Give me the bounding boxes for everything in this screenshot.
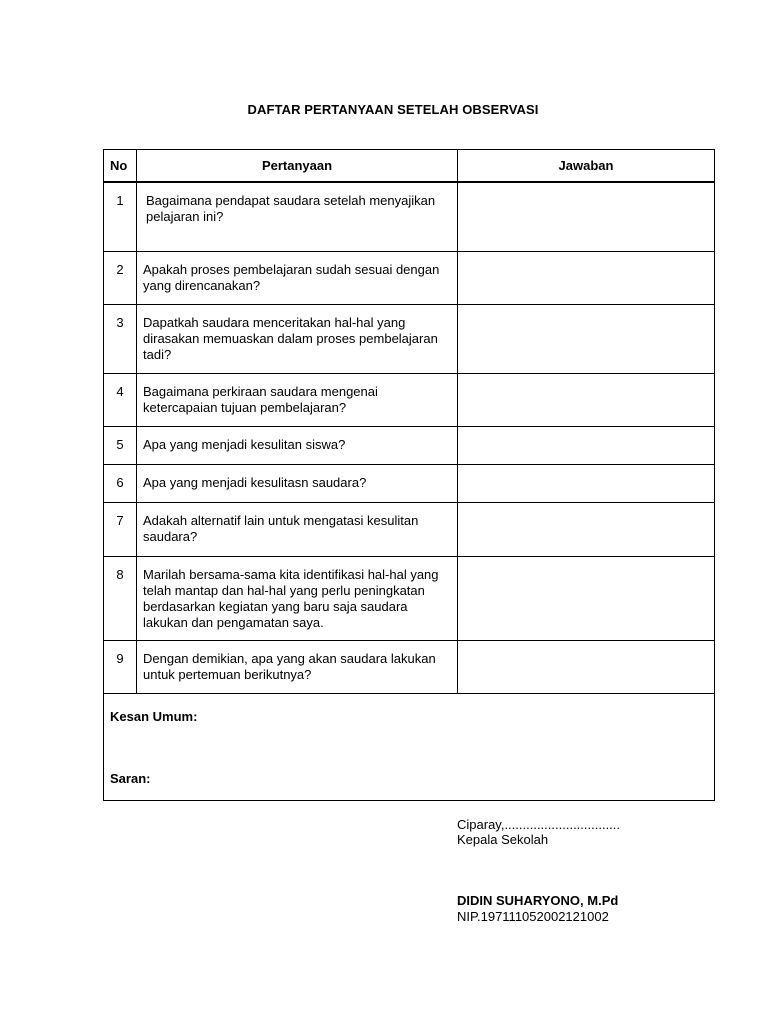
saran-label: Saran: <box>110 770 151 786</box>
row-question: Marilah bersama-sama kita identifikasi hal-hal yang telah mantap dan hal-hal yang perlu peningkatan berdasarkan kegiatan yang baru saja saudara lakukan dan pengamatan saya. <box>137 556 458 640</box>
table-row <box>104 251 715 304</box>
row-answer <box>458 182 715 251</box>
row-answer <box>458 251 715 304</box>
table-row <box>104 426 715 464</box>
signature-name: DIDIN SUHARYONO, M.Pd <box>457 893 619 908</box>
table-footer-row <box>104 693 715 800</box>
row-number: 1 <box>104 182 137 251</box>
table-row <box>104 464 715 502</box>
table-row <box>104 502 715 556</box>
row-answer <box>458 556 715 640</box>
row-number: 2 <box>104 251 137 304</box>
table-row <box>104 373 715 426</box>
row-number: 9 <box>104 640 137 693</box>
row-answer <box>458 304 715 373</box>
row-question: Bagaimana perkiraan saudara mengenai ketercapaian tujuan pembelajaran? <box>137 373 458 426</box>
table-row <box>104 556 715 640</box>
row-number: 8 <box>104 556 137 640</box>
row-answer <box>458 464 715 502</box>
row-question: Adakah alternatif lain untuk mengatasi kesulitan saudara? <box>137 502 458 556</box>
row-question: Apa yang menjadi kesulitan siswa? <box>137 426 458 464</box>
signature-place-date: Ciparay,................................ <box>457 817 621 832</box>
document-title: DAFTAR PERTANYAAN SETELAH OBSERVASI <box>247 102 539 117</box>
row-answer <box>458 640 715 693</box>
row-answer <box>458 426 715 464</box>
questions-table <box>103 149 715 801</box>
signature-role: Kepala Sekolah <box>457 832 549 847</box>
row-number: 7 <box>104 502 137 556</box>
row-question: Apa yang menjadi kesulitasn saudara? <box>137 464 458 502</box>
row-question: Dengan demikian, apa yang akan saudara lakukan untuk pertemuan berikutnya? <box>137 640 458 693</box>
table-row <box>104 304 715 373</box>
table-row <box>104 640 715 693</box>
signature-nip: NIP.197111052002121002 <box>457 909 609 924</box>
comments-cell <box>104 693 715 800</box>
row-number: 5 <box>104 426 137 464</box>
row-number: 3 <box>104 304 137 373</box>
row-number: 4 <box>104 373 137 426</box>
row-question: Dapatkah saudara menceritakan hal-hal yang dirasakan memuaskan dalam proses pembelajaran tadi? <box>137 304 458 373</box>
row-question: Bagaimana pendapat saudara setelah menyajikan pelajaran ini? <box>137 182 458 251</box>
table-header-row <box>104 150 715 183</box>
table-row <box>104 182 715 251</box>
row-question: Apakah proses pembelajaran sudah sesuai dengan yang direncanakan? <box>137 251 458 304</box>
header-answer: Jawaban <box>458 150 715 183</box>
header-no: No <box>104 150 137 183</box>
header-question: Pertanyaan <box>137 150 458 183</box>
row-answer <box>458 502 715 556</box>
kesan-umum-label: Kesan Umum: <box>110 708 198 724</box>
row-number: 6 <box>104 464 137 502</box>
row-answer <box>458 373 715 426</box>
